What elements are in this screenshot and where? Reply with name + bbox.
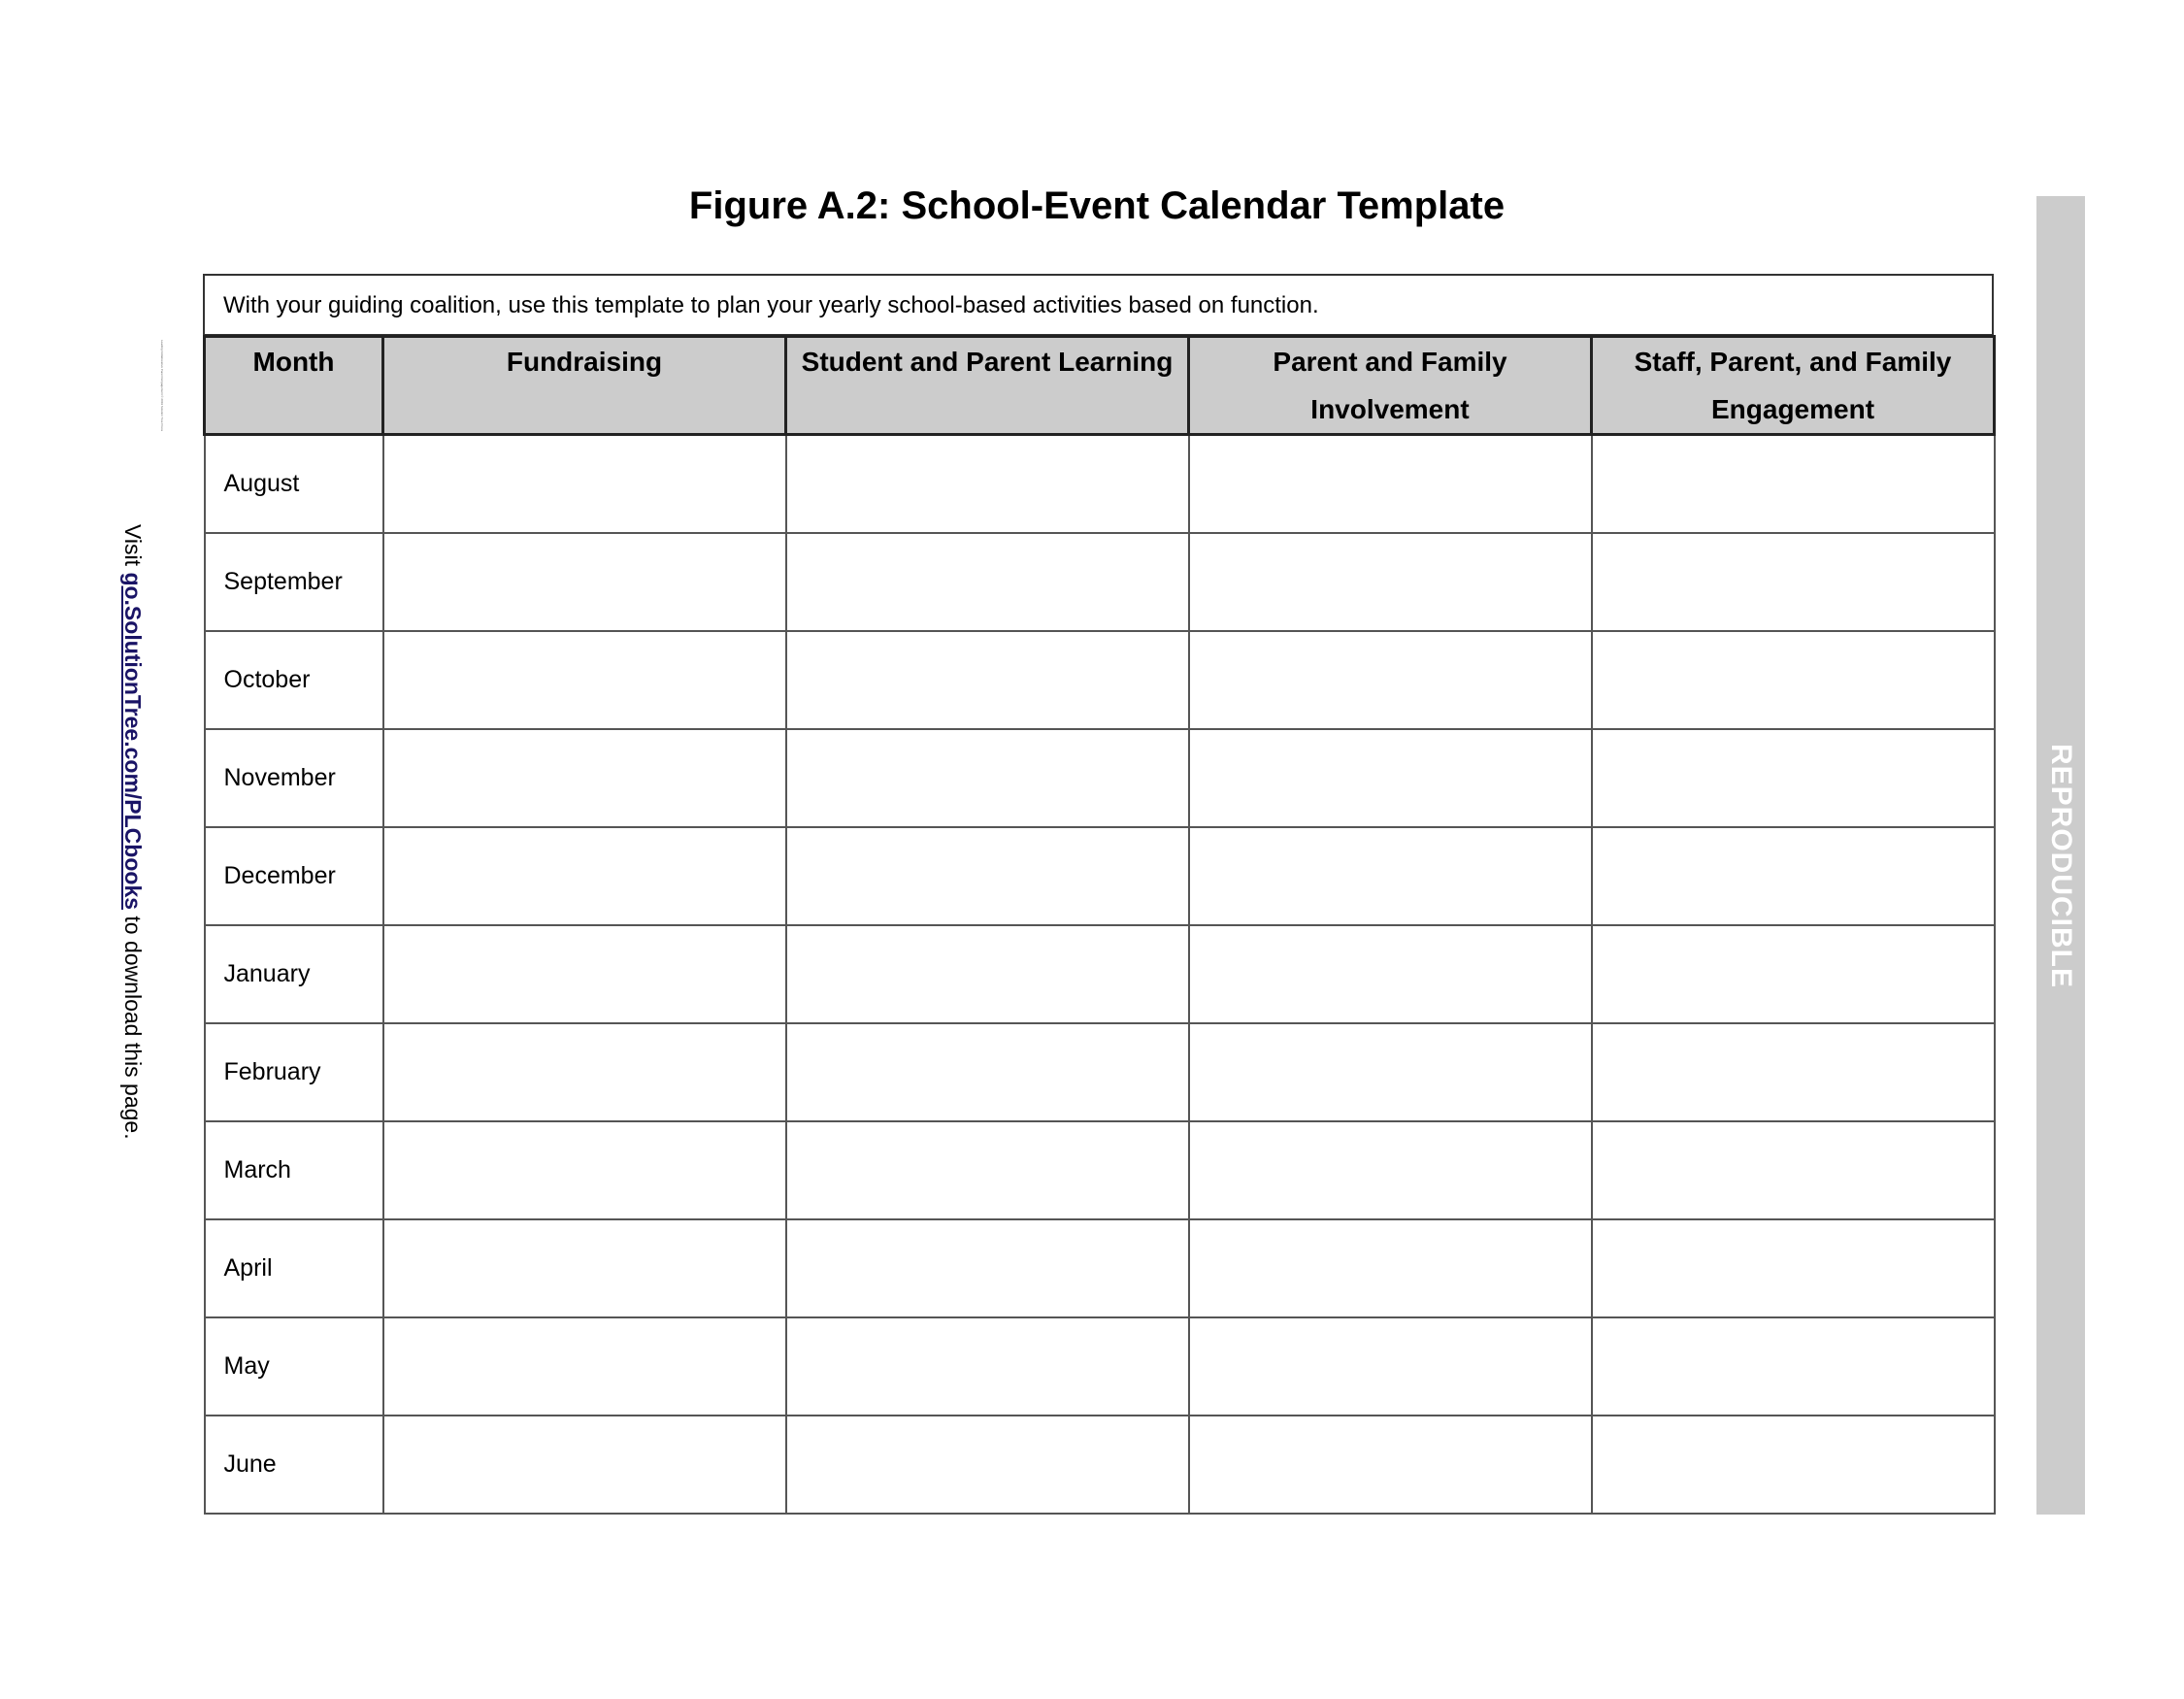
empty-cell-student-parent-learning[interactable]	[786, 1317, 1189, 1416]
month-cell: June	[205, 1416, 383, 1514]
empty-cell-parent-family-involvement[interactable]	[1189, 435, 1592, 533]
header-month: Month	[205, 337, 383, 435]
header-parent-family-involvement: Parent and Family Involvement	[1189, 337, 1592, 435]
header-fundraising: Fundraising	[383, 337, 786, 435]
empty-cell-parent-family-involvement[interactable]	[1189, 533, 1592, 631]
table-row	[205, 631, 1995, 729]
empty-cell-student-parent-learning[interactable]	[786, 1121, 1189, 1219]
download-note	[118, 524, 148, 1146]
empty-cell-staff-parent-family-engagement[interactable]	[1592, 631, 1995, 729]
empty-cell-staff-parent-family-engagement[interactable]	[1592, 1219, 1995, 1317]
calendar-body	[205, 435, 1995, 1514]
reproducible-label: REPRODUCIBLE	[2045, 743, 2077, 989]
empty-cell-parent-family-involvement[interactable]	[1189, 925, 1592, 1023]
month-cell: October	[205, 631, 383, 729]
page-title: Figure A.2: School-Event Calendar Template	[688, 184, 1506, 227]
reproducible-sidebar	[2036, 196, 2085, 1515]
empty-cell-student-parent-learning[interactable]	[786, 1416, 1189, 1514]
table-row	[205, 1121, 1995, 1219]
month-cell: September	[205, 533, 383, 631]
empty-cell-student-parent-learning[interactable]	[786, 1023, 1189, 1121]
empty-cell-parent-family-involvement[interactable]	[1189, 1317, 1592, 1416]
empty-cell-staff-parent-family-engagement[interactable]	[1592, 1023, 1995, 1121]
header-student-parent-learning: Student and Parent Learning	[786, 337, 1189, 435]
empty-cell-staff-parent-family-engagement[interactable]	[1592, 435, 1995, 533]
empty-cell-student-parent-learning[interactable]	[786, 435, 1189, 533]
month-cell: December	[205, 827, 383, 925]
empty-cell-student-parent-learning[interactable]	[786, 925, 1189, 1023]
empty-cell-parent-family-involvement[interactable]	[1189, 1121, 1592, 1219]
empty-cell-fundraising[interactable]	[383, 1416, 786, 1514]
table-row	[205, 925, 1995, 1023]
table-row	[205, 533, 1995, 631]
empty-cell-parent-family-involvement[interactable]	[1189, 729, 1592, 827]
month-cell: August	[205, 435, 383, 533]
empty-cell-fundraising[interactable]	[383, 729, 786, 827]
month-cell: November	[205, 729, 383, 827]
empty-cell-fundraising[interactable]	[383, 631, 786, 729]
download-note-suffix: to download this page.	[120, 910, 146, 1140]
empty-cell-fundraising[interactable]	[383, 827, 786, 925]
empty-cell-fundraising[interactable]	[383, 533, 786, 631]
empty-cell-parent-family-involvement[interactable]	[1189, 1416, 1592, 1514]
table-row	[205, 435, 1995, 533]
month-cell: February	[205, 1023, 383, 1121]
empty-cell-fundraising[interactable]	[383, 1121, 786, 1219]
download-link[interactable]: go.SolutionTree.com/PLCbooks	[120, 572, 146, 911]
month-cell: May	[205, 1317, 383, 1416]
header-staff-parent-family-engagement: Staff, Parent, and Family Engagement	[1592, 337, 1995, 435]
copyright-note: Leading Collaborative Parent Engagement © 2019 Solution Tree Press	[160, 340, 164, 432]
table-row	[205, 729, 1995, 827]
empty-cell-student-parent-learning[interactable]	[786, 827, 1189, 925]
empty-cell-parent-family-involvement[interactable]	[1189, 1219, 1592, 1317]
empty-cell-staff-parent-family-engagement[interactable]	[1592, 1317, 1995, 1416]
empty-cell-student-parent-learning[interactable]	[786, 729, 1189, 827]
empty-cell-parent-family-involvement[interactable]	[1189, 1023, 1592, 1121]
empty-cell-parent-family-involvement[interactable]	[1189, 827, 1592, 925]
empty-cell-fundraising[interactable]	[383, 1023, 786, 1121]
month-cell: April	[205, 1219, 383, 1317]
download-note-prefix: Visit	[120, 524, 146, 573]
empty-cell-staff-parent-family-engagement[interactable]	[1592, 1121, 1995, 1219]
empty-cell-parent-family-involvement[interactable]	[1189, 631, 1592, 729]
empty-cell-staff-parent-family-engagement[interactable]	[1592, 533, 1995, 631]
empty-cell-fundraising[interactable]	[383, 435, 786, 533]
table-row	[205, 827, 1995, 925]
empty-cell-student-parent-learning[interactable]	[786, 1219, 1189, 1317]
header-row	[205, 337, 1995, 435]
empty-cell-staff-parent-family-engagement[interactable]	[1592, 827, 1995, 925]
empty-cell-staff-parent-family-engagement[interactable]	[1592, 729, 1995, 827]
table-row	[205, 1023, 1995, 1121]
empty-cell-student-parent-learning[interactable]	[786, 631, 1189, 729]
table-row	[205, 1219, 1995, 1317]
instructions-box: With your guiding coalition, use this template to plan your yearly school-based activities based on function.	[203, 274, 1994, 336]
month-cell: January	[205, 925, 383, 1023]
empty-cell-staff-parent-family-engagement[interactable]	[1592, 1416, 1995, 1514]
empty-cell-staff-parent-family-engagement[interactable]	[1592, 925, 1995, 1023]
month-cell: March	[205, 1121, 383, 1219]
empty-cell-student-parent-learning[interactable]	[786, 533, 1189, 631]
calendar-table	[203, 335, 1996, 1515]
empty-cell-fundraising[interactable]	[383, 1219, 786, 1317]
empty-cell-fundraising[interactable]	[383, 925, 786, 1023]
table-row	[205, 1416, 1995, 1514]
table-row	[205, 1317, 1995, 1416]
empty-cell-fundraising[interactable]	[383, 1317, 786, 1416]
